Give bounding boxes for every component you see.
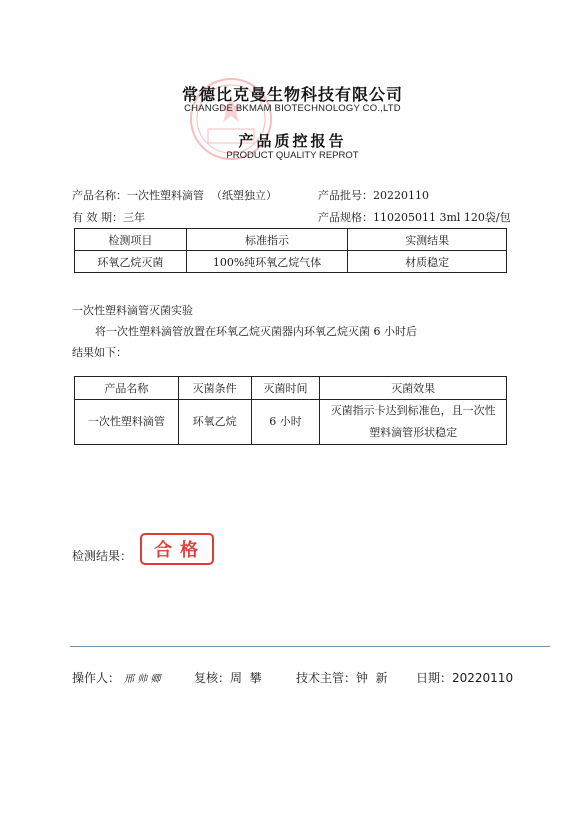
report-date: 日期：20220110 (416, 671, 514, 685)
operator-signature: 邢 帅 卿 (124, 674, 161, 685)
sterilization-table (74, 376, 507, 445)
table-header-row (75, 377, 507, 400)
table-header-cell: 产品名称 (75, 377, 179, 400)
table-row (75, 251, 507, 273)
company-name-en: CHANGDE BKMAM BIOTECHNOLOGY CO.,LTD (184, 103, 401, 114)
validity: 有 效 期：三年 (72, 211, 145, 224)
experiment-description: 将一次性塑料滴管放置在环氧乙烷灭菌器内环氧乙烷灭菌 6 小时后 (95, 325, 417, 338)
table-header-cell: 灭菌时间 (251, 377, 320, 400)
report-title-en: PRODUCT QUALITY REPROT (226, 150, 359, 161)
table-header-cell: 灭菌效果 (320, 377, 507, 400)
batch-number: 产品批号：20220110 (318, 189, 429, 202)
pass-stamp: 合格 (140, 533, 214, 565)
technical-supervisor: 技术主管：钟 新 (296, 671, 388, 685)
table-header-cell: 实测结果 (348, 229, 507, 251)
table-cell: 6 小时 (251, 400, 320, 445)
reviewer: 复核：周 攀 (194, 671, 262, 685)
operator-label: 操作人： (72, 671, 121, 685)
experiment-results-intro: 结果如下： (72, 346, 127, 359)
footer-divider (70, 646, 550, 647)
test-items-table (74, 228, 507, 273)
table-cell: 灭菌指示卡达到标准色，且一次性塑料滴管形状稳定 (320, 400, 507, 445)
table-header-cell: 灭菌条件 (178, 377, 251, 400)
table-cell: 材质稳定 (348, 251, 507, 273)
table-header-row (75, 229, 507, 251)
table-row (75, 400, 507, 445)
table-header-cell: 检测项目 (75, 229, 187, 251)
table-cell: 环氧乙烷 (178, 400, 251, 445)
table-cell: 环氧乙烷灭菌 (75, 251, 187, 273)
report-title-cn: 产品质控报告 (238, 132, 347, 150)
table-cell: 一次性塑料滴管 (75, 400, 179, 445)
table-cell: 100%纯环氧乙烷气体 (186, 251, 348, 273)
experiment-title: 一次性塑料滴管灭菌实验 (72, 304, 193, 317)
product-name: 产品名称：一次性塑料滴管 （纸塑独立） (72, 189, 277, 202)
table-header-cell: 标准指示 (186, 229, 348, 251)
result-label: 检测结果： (72, 549, 133, 563)
product-spec: 产品规格：110205011 3ml 120袋/包 (318, 211, 511, 224)
company-name-cn: 常德比克曼生物科技有限公司 (181, 85, 403, 104)
